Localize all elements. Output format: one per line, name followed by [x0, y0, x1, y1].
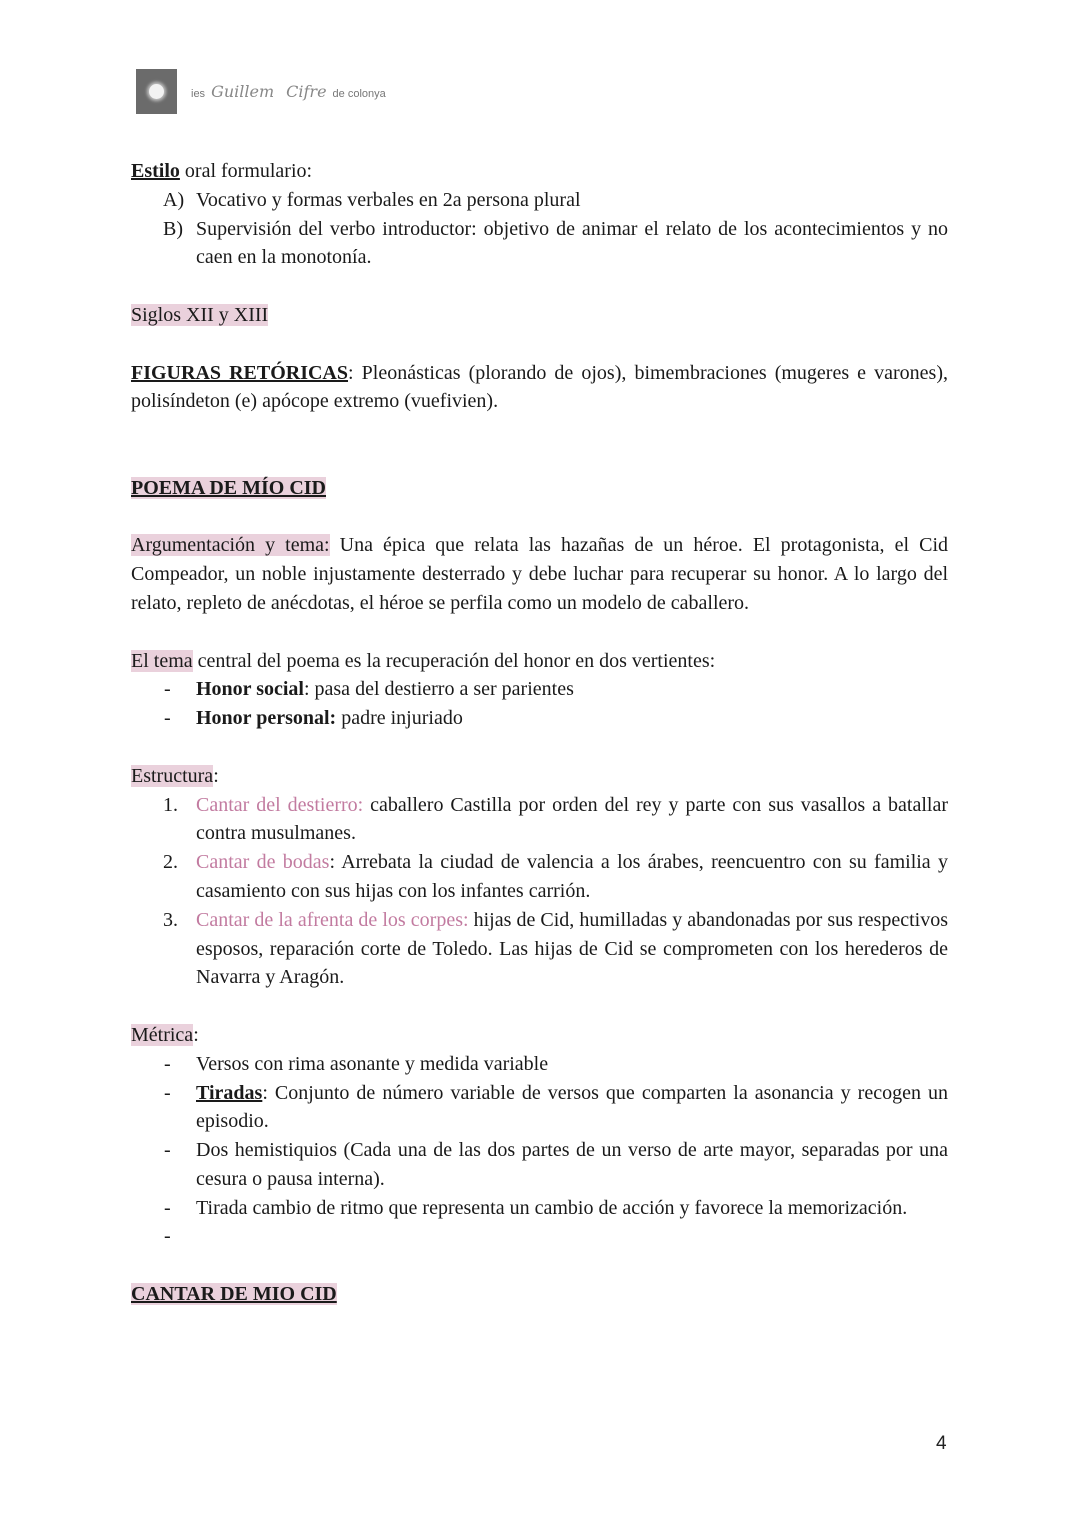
list-item [131, 186, 948, 215]
list-item-text: hijas de Cid, humilladas y abandonadas por sus respectivos esposos, reparación corte de Toledo. Las hijas de Cid se comprometen con los herederos de Navarra y Aragón. [196, 908, 948, 989]
list-marker: B) [163, 217, 183, 240]
school-prefix: ies [191, 87, 206, 100]
figuras-paragraph [131, 359, 948, 417]
list-item-text: caballero Castilla por orden del rey y parte con sus vasallos a batallar contra musulmanes. [196, 793, 948, 845]
list-item [131, 704, 948, 733]
list-item-text: Tirada cambio de ritmo que representa un cambio de acción y favorece la memorización. [196, 1196, 908, 1219]
list-marker: - [164, 707, 171, 730]
list-item-text: Dos hemistiquios (Cada una de las dos partes de un verso de arte mayor, separadas por una cesura o pausa interna). [196, 1139, 948, 1190]
cantar-title: Cantar del destierro: [196, 793, 364, 816]
estilo-rest: oral formulario: [179, 160, 313, 182]
list-item [131, 215, 948, 273]
list-item [131, 848, 948, 906]
list-item [131, 1222, 948, 1251]
list-item-text: padre injuriado [336, 707, 463, 730]
cantar-heading: CANTAR DE MIO CID [131, 1283, 337, 1306]
list-marker: 1. [163, 793, 178, 816]
list-item-text: : Conjunto de número variable de versos que comparten la asonancia y recogen un episodio. [196, 1081, 948, 1133]
school-suffix: de colonya [332, 87, 386, 100]
siglos-text: Siglos XII y XIII [131, 303, 269, 326]
argumentacion-label: Argumentación y tema: [131, 534, 330, 557]
figuras-label: FIGURAS RETÓRICAS [131, 361, 349, 384]
siglos-paragraph [131, 301, 948, 330]
metrica-colon: : [193, 1023, 199, 1046]
list-marker: - [164, 1196, 171, 1219]
list-item [131, 1079, 948, 1137]
argumentacion-paragraph [131, 531, 948, 617]
estilo-list [131, 186, 948, 272]
page-header [136, 68, 386, 114]
school-name-guillem: Guillem [211, 81, 275, 101]
poema-heading-paragraph [131, 474, 948, 503]
list-marker: - [164, 1052, 171, 1075]
estructura-list [131, 791, 948, 993]
metrica-paragraph [131, 1021, 948, 1050]
document-body [131, 157, 948, 1309]
argumentacion-text: Una épica que relata las hazañas de un héroe. El protagonista, el Cid Compeador, un noble injustamente desterrado y debe luchar para recuperar su honor. A lo largo del relato, repleto de anécdotas, el héroe se perfila como un modelo de caballero. [131, 534, 949, 614]
list-item [131, 906, 948, 992]
metrica-list [131, 1050, 948, 1252]
list-item-bold: Honor personal: [196, 707, 337, 730]
list-item [131, 1136, 948, 1194]
cantar-title-after: : [329, 851, 336, 874]
list-marker: - [164, 1139, 171, 1162]
list-item-text: Arrebata la ciudad de valencia a los árabes, reencuentro con su familia y casamiento con sus hijas con los infantes carrión. [196, 851, 948, 902]
school-name [191, 82, 386, 101]
list-item [131, 1194, 948, 1223]
estructura-label: Estructura [131, 764, 214, 787]
poema-heading: POEMA DE MÍO CID [131, 476, 326, 499]
list-item-text: Supervisión del verbo introductor: objetivo de animar el relato de los acontecimientos y no caen en la monotonía. [196, 217, 948, 269]
tema-label: El tema [131, 649, 193, 672]
list-marker: - [164, 678, 171, 701]
cantar-title: Cantar de la afrenta de los corpes: [196, 908, 469, 931]
school-name-cifre: Cifre [286, 81, 327, 101]
list-item-bold: Honor social [196, 678, 304, 701]
list-item [131, 1050, 948, 1079]
list-item-text: Versos con rima asonante y medida variable [196, 1052, 549, 1075]
tiradas-label: Tiradas [196, 1081, 263, 1104]
figuras-text: : Pleonásticas (plorando de ojos), bimembraciones (mugeres e varones), polisíndeton (e) apócope extremo (vuefivien). [131, 361, 948, 413]
estilo-label: Estilo [131, 160, 180, 182]
tema-list [131, 675, 948, 733]
list-item-text: Vocativo y formas verbales en 2a persona plural [196, 188, 581, 211]
list-item-text: : pasa del destierro a ser parientes [303, 678, 574, 701]
estructura-colon: : [213, 764, 219, 787]
sun-logo-icon [136, 69, 177, 114]
metrica-label: Métrica [131, 1023, 194, 1046]
list-marker: 2. [163, 851, 178, 874]
estilo-paragraph [131, 157, 948, 186]
list-marker: A) [163, 188, 185, 211]
estructura-paragraph [131, 762, 948, 791]
list-marker: 3. [163, 908, 178, 931]
list-marker: - [164, 1081, 171, 1104]
cantar-heading-paragraph [131, 1280, 948, 1309]
list-item [131, 791, 948, 849]
tema-paragraph [131, 647, 948, 676]
page-number: 4 [936, 1433, 947, 1454]
tema-text: central del poema es la recuperación del honor en dos vertientes: [192, 649, 716, 672]
cantar-title: Cantar de bodas [196, 851, 330, 874]
list-item [131, 675, 948, 704]
list-marker: - [164, 1225, 171, 1248]
